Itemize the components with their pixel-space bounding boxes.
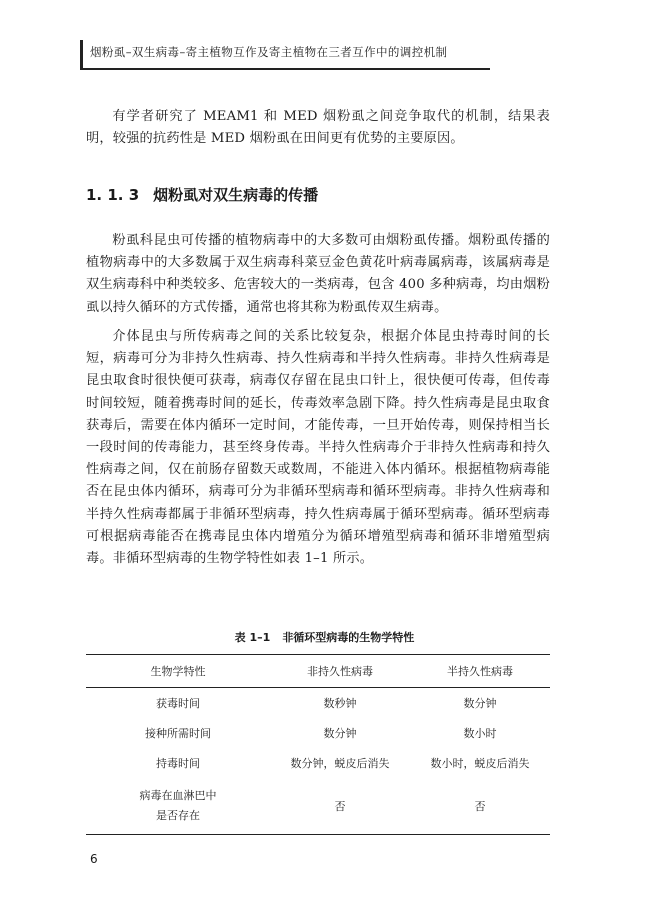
table-caption-title: 非循环型病毒的生物学特性 [282, 631, 415, 644]
table-header-cell: 半持久性病毒 [447, 665, 513, 678]
table-cell [86, 778, 270, 835]
table-header-cell: 生物学特性 [150, 665, 206, 678]
section-number: 1. 1. 3 [86, 186, 140, 204]
running-header-text: 烟粉虱–双生病毒–寄主植物互作及寄主植物在三者互作中的调控机制 [90, 45, 448, 59]
body-paragraph-2: 介体昆虫与所传病毒之间的关系比较复杂，根据介体昆虫持毒时间的长短，病毒可分为非持久性病毒、持久性病毒和半持久性病毒。非持久性病毒是昆虫取食时很快便可获毒，病毒仅存留在昆虫口针上，很快便可传毒，但传毒时间较短，随着携毒时间的延长，传毒效率急剧下降。持久性病毒是昆虫取食获毒后，需要在体内循环一定时间，才能传毒，一旦开始传毒，则保持相当长一段时间的传毒能力，甚至终身传毒。半持久性病毒介于非持久性病毒和持久性病毒之间，仅在前肠存留数天或数周，不能进入体内循环。根据植物病毒能否在昆虫体内循环，病毒可分为非循环型病毒和循环型病毒。非持久性病毒和半持久性病毒都属于非循环型病毒，持久性病毒属于循环型病毒。循环型病毒可根据病毒能否在携毒昆虫体内增殖分为循环增殖型病毒和循环非增殖型病毒。非循环型病毒的生物学特性如表 1–1 所示。 [86, 329, 550, 567]
table-cell: 获毒时间 [156, 697, 200, 710]
table-cell: 接种所需时间 [145, 727, 211, 740]
running-header [80, 40, 490, 70]
table-cell: 持毒时间 [156, 757, 200, 770]
table-row [86, 688, 550, 719]
table-header-row [86, 655, 550, 688]
section-title: 烟粉虱对双生病毒的传播 [153, 186, 319, 204]
bio-properties-table [86, 654, 550, 835]
table-cell: 数小时，蜕皮后消失 [430, 757, 530, 770]
table-cell: 数秒钟 [323, 697, 357, 710]
page-number: 6 [90, 852, 98, 866]
table-cell: 数分钟，蜕皮后消失 [290, 757, 390, 770]
table-cell: 数分钟 [323, 727, 357, 740]
table-row [86, 778, 550, 835]
table-caption [0, 629, 649, 645]
table-cell-line: 病毒在血淋巴中 [139, 789, 217, 802]
header-rule-vertical [80, 40, 83, 70]
table-header-cell: 非持久性病毒 [307, 665, 373, 678]
table-cell: 否 [474, 800, 486, 813]
table-cell: 否 [334, 800, 346, 813]
table-row [86, 718, 550, 748]
header-rule-horizontal [80, 68, 490, 70]
table-cell: 数分钟 [463, 697, 497, 710]
table-cell: 数小时 [463, 727, 497, 740]
table-cell-line: 是否存在 [156, 809, 200, 822]
body-paragraph-1: 粉虱科昆虫可传播的植物病毒中的大多数可由烟粉虱传播。烟粉虱传播的植物病毒中的大多数属于双生病毒科菜豆金色黄花叶病毒属病毒，该属病毒是双生病毒科中种类较多、危害较大的一类病毒，包含 400 多种病毒，均由烟粉虱以持久循环的方式传播，通常也将其称为粉虱传双生病毒。 [86, 233, 550, 315]
table-row [86, 748, 550, 778]
table-caption-number: 表 1–1 [234, 631, 271, 644]
section-heading [86, 184, 318, 205]
intro-paragraph: 有学者研究了 MEAM1 和 MED 烟粉虱之间竞争取代的机制，结果表明，较强的抗药性是 MED 烟粉虱在田间更有优势的主要原因。 [86, 109, 550, 147]
